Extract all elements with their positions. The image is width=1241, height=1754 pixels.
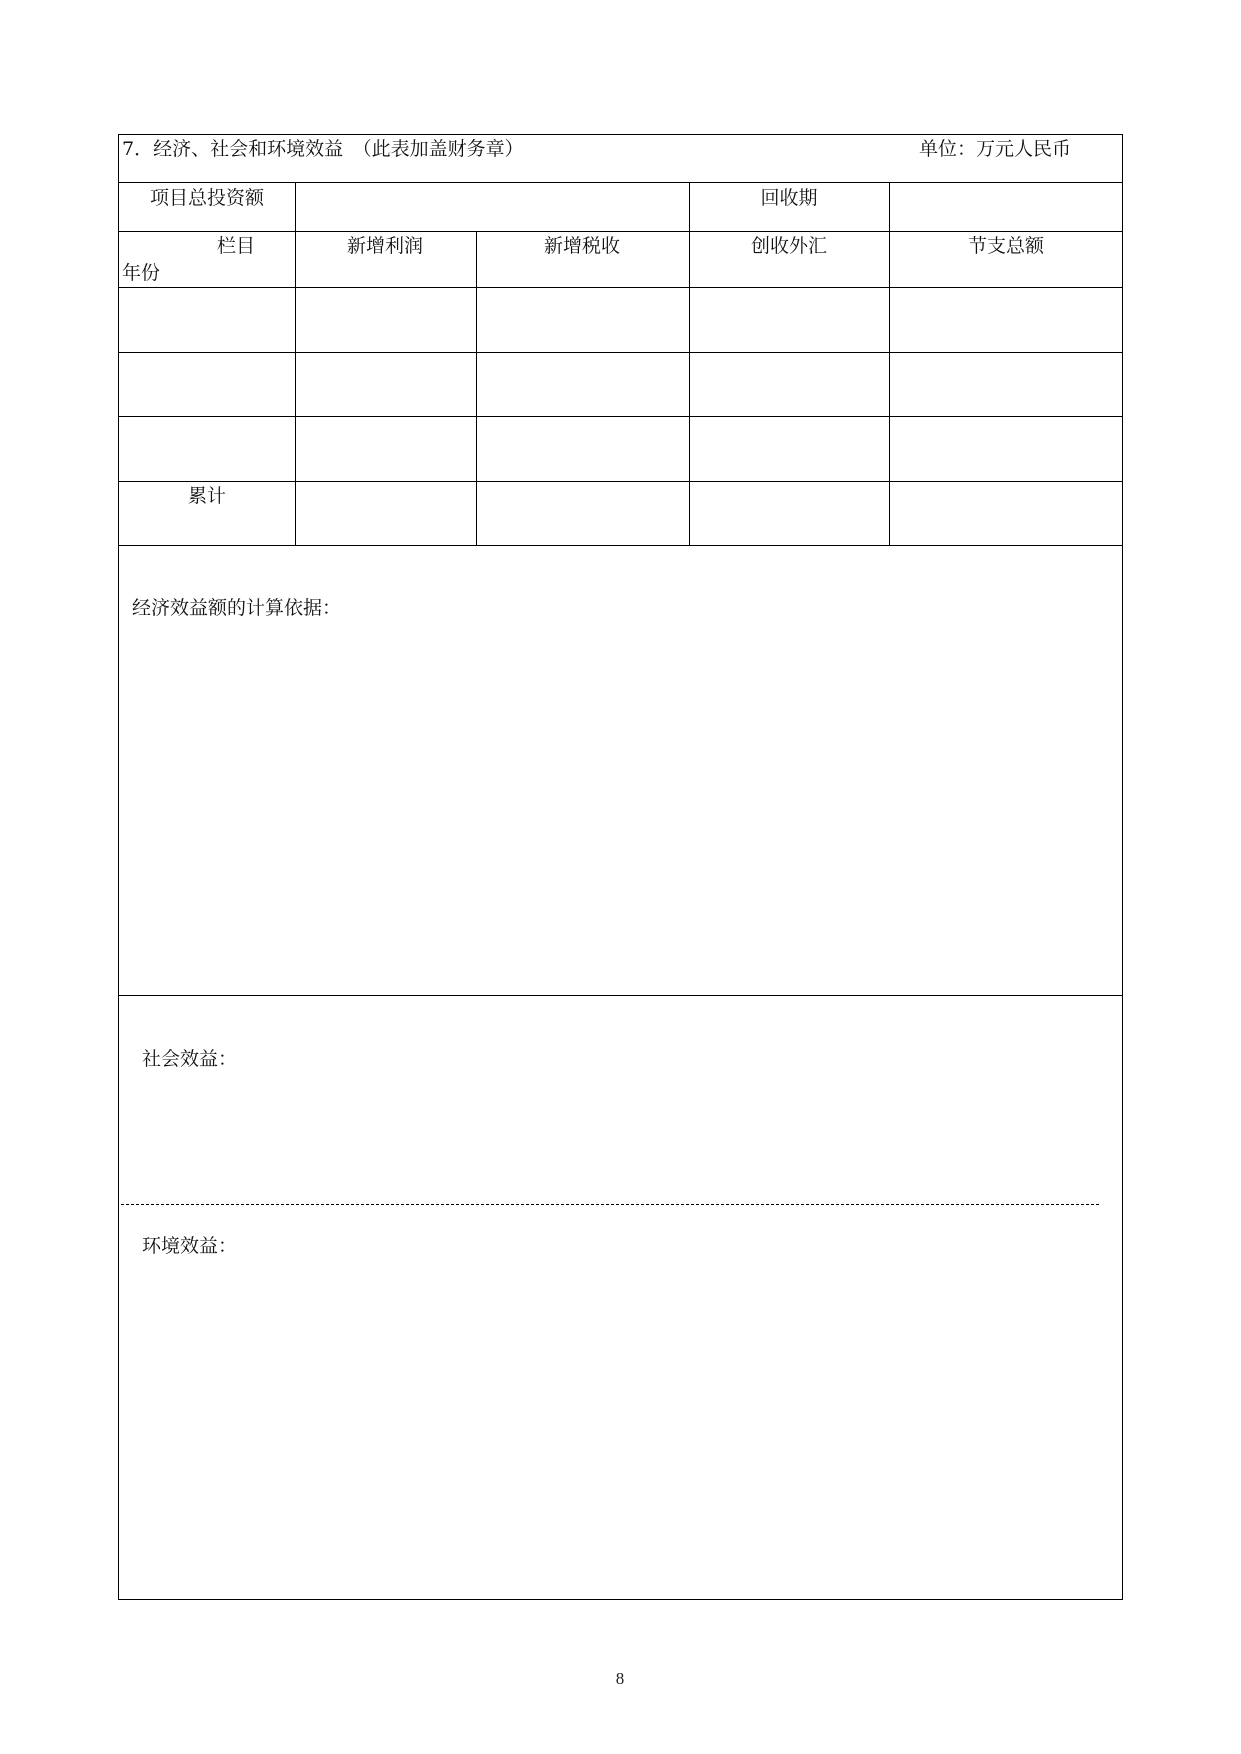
env-benefit-label: 环境效益：: [142, 1235, 238, 1257]
benefits-form: [118, 134, 1123, 1600]
col-header-new-profit: 新增利润: [346, 235, 424, 257]
row-divider: [119, 182, 1122, 183]
col-header-new-tax: 新增税收: [543, 235, 621, 257]
dashed-separator: [121, 1204, 1099, 1205]
row-divider: [119, 352, 1122, 353]
social-benefit-label: 社会效益：: [142, 1048, 238, 1070]
payback-field[interactable]: [891, 184, 1121, 229]
unit-label: 单位：万元人民币: [919, 138, 1072, 160]
page-number: 8: [615, 1669, 625, 1688]
form-title: 7．经济、社会和环境效益 （此表加盖财务章）: [122, 138, 524, 160]
investment-field[interactable]: [297, 184, 687, 229]
econ-basis-field[interactable]: [121, 631, 1121, 993]
investment-label: 项目总投资额: [149, 187, 265, 209]
social-benefit-field[interactable]: [121, 1075, 1121, 1200]
econ-basis-label: 经济效益额的计算依据：: [132, 597, 342, 619]
col-header-savings: 节支总额: [967, 235, 1045, 257]
col-divider: [295, 182, 296, 231]
row-divider: [119, 481, 1122, 482]
col-header-forex: 创收外汇: [750, 235, 828, 257]
row-divider: [119, 287, 1122, 288]
env-benefit-field[interactable]: [121, 1263, 1121, 1595]
header-row-label: 年份: [122, 262, 161, 284]
col-divider: [689, 231, 690, 545]
col-divider: [889, 231, 890, 545]
row-divider: [119, 416, 1122, 417]
total-row-label: 累计: [187, 485, 227, 507]
col-divider: [476, 231, 477, 545]
row-divider: [119, 231, 1122, 232]
row-divider: [119, 995, 1122, 996]
col-divider: [889, 182, 890, 231]
row-divider: [119, 545, 1122, 546]
header-column-label: 栏目: [217, 235, 256, 257]
col-divider: [689, 182, 690, 231]
col-divider: [295, 231, 296, 545]
payback-label: 回收期: [760, 187, 818, 209]
